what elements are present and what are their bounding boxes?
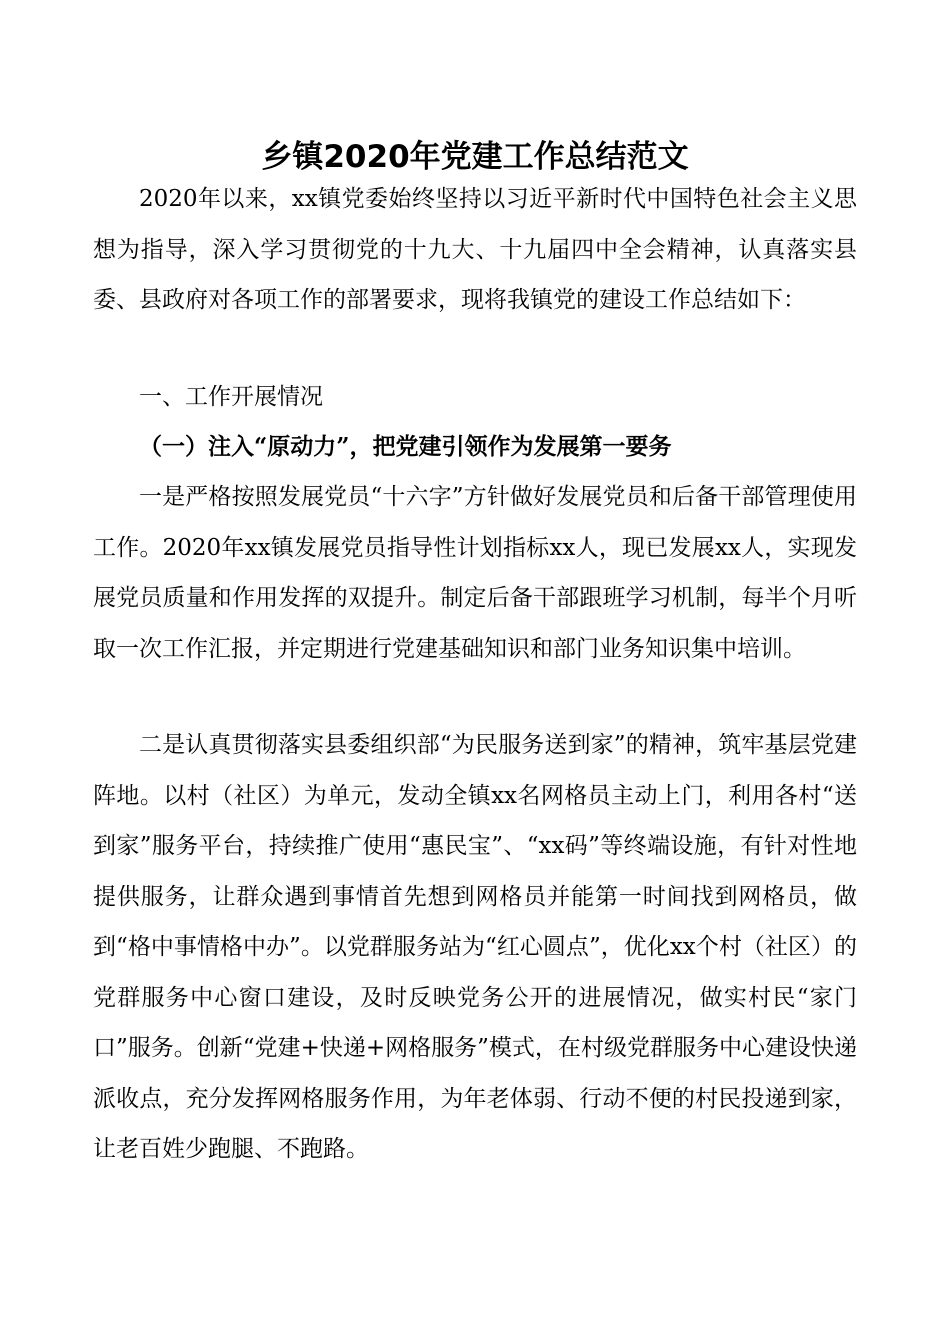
body-paragraph-1: 一是严格按照发展党员“十六字”方针做好发展党员和后备干部管理使用工作。2020年xx镇发展党员指导性计划指标xx人，现已发展xx人，实现发展党员质量和作用发挥的双提升。制定后备干部跟班学习机制，每半个月听取一次工作汇报，并定期进行党建基础知识和部门业务知识集中培训。 [93,484,857,662]
intro-paragraph: 2020年以来，xx镇党委始终坚持以习近平新时代中国特色社会主义思想为指导，深入学习贯彻党的十九大、十九届四中全会精神，认真落实县委、县政府对各项工作的部署要求，现将我镇党的建设工作总结如下： [93,186,857,313]
document-title: 乡镇2020年党建工作总结范文 [261,138,689,175]
subsection-heading: （一）注入“原动力”，把党建引领作为发展第一要务 [139,433,672,460]
section-heading: 一、工作开展情况 [139,384,323,410]
body-paragraph-2: 二是认真贯彻落实县委组织部“为民服务送到家”的精神，筑牢基层党建阵地。以村（社区）为单元，发动全镇xx名网格员主动上门，利用各村“送到家”服务平台，持续推广使用“惠民宝”、“xx码”等终端设施，有针对性地提供服务，让群众遇到事情首先想到网格员并能第一时间找到网格员，做到“格中事情格中办”。以党群服务站为“红心圆点”，优化xx个村（社区）的党群服务中心窗口建设，及时反映党务公开的进展情况，做实村民“家门口”服务。创新“党建+快递+网格服务”模式，在村级党群服务中心建设快递派收点，充分发挥网格服务作用，为年老体弱、行动不便的村民投递到家，让老百姓少跑腿、不跑路。 [93,732,857,1162]
